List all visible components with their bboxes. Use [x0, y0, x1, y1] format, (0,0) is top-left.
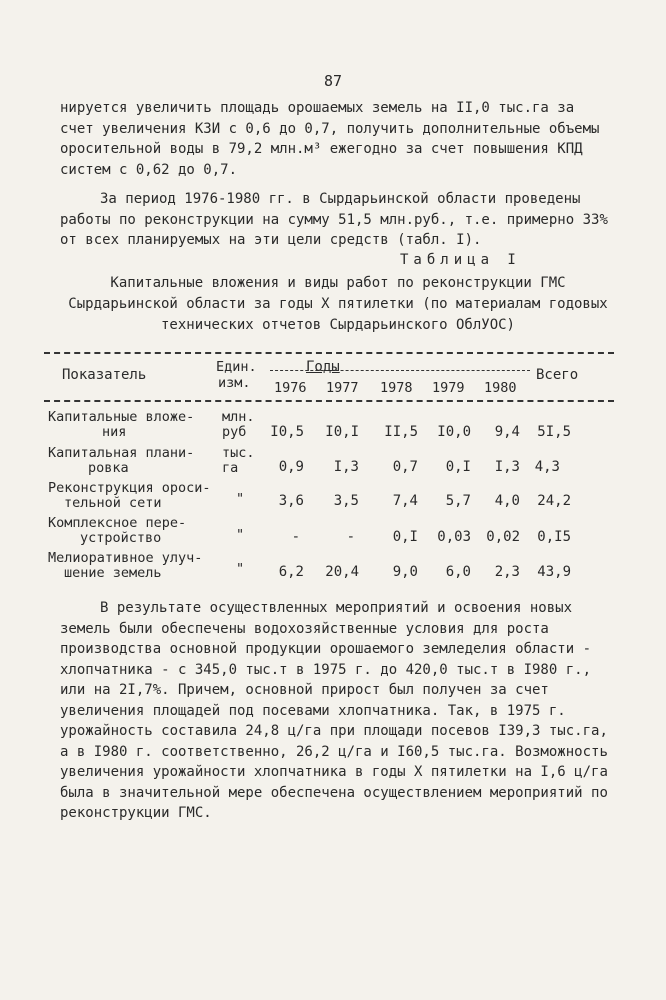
header-years-rule — [270, 370, 530, 371]
value-1980: I,3 — [494, 459, 520, 475]
value-total: 43,9 — [537, 564, 571, 580]
value-1978: 0,7 — [392, 459, 418, 475]
row-unit-line2: га — [222, 460, 239, 476]
value-1976: 3,6 — [278, 493, 304, 509]
value-total: 0,I5 — [537, 529, 571, 545]
value-total: 4,3 — [534, 459, 560, 475]
header-indicator: Показатель — [62, 367, 147, 383]
value-1978: 9,0 — [392, 564, 418, 580]
value-1979: 6,0 — [445, 564, 471, 580]
value-1979: I0,0 — [437, 424, 471, 440]
row-unit-line2: " — [236, 561, 245, 577]
value-1976: I0,5 — [270, 424, 304, 440]
row-label-line2: шение земель — [64, 565, 162, 581]
header-year-1977: 1977 — [326, 380, 359, 396]
header-year-1980: 1980 — [484, 380, 517, 396]
row-label-line1: Комплексное пере- — [48, 515, 187, 531]
value-total: 5I,5 — [537, 424, 571, 440]
row-label-line1: Капитальные вложе- — [48, 409, 195, 425]
second-paragraph: За период 1976-1980 гг. в Сырдарьинской области проведены работы по реконструкции на сумму 51,5 млн.руб., т.е. примерно 33% от всех планируемых на эти цели средств (табл. I). — [60, 191, 608, 248]
header-unit-line2: изм. — [218, 375, 251, 391]
value-1980: 2,3 — [494, 564, 520, 580]
header-year-1979: 1979 — [432, 380, 465, 396]
header-years: Годы — [306, 359, 340, 375]
table-label: Таблица I — [400, 252, 521, 268]
value-1978: 0,I — [392, 529, 418, 545]
value-1977: 3,5 — [333, 493, 359, 509]
row-label-line2: ния — [102, 424, 127, 440]
value-1977: - — [346, 529, 355, 545]
value-1976: 6,2 — [278, 564, 304, 580]
value-total: 24,2 — [537, 493, 571, 509]
value-1978: 7,4 — [392, 493, 418, 509]
header-total: Всего — [536, 367, 579, 383]
value-1977: I0,I — [325, 424, 359, 440]
table-header-rule — [44, 400, 614, 402]
row-unit-line1: тыс. — [222, 445, 255, 461]
row-unit-line1: млн. — [222, 409, 255, 425]
value-1977: 20,4 — [325, 564, 359, 580]
row-unit-line2: руб — [222, 424, 247, 440]
row-unit-line2: " — [236, 491, 245, 507]
value-1978: II,5 — [384, 424, 418, 440]
intro-paragraph: нируется увеличить площадь орошаемых земель на II,0 тыс.га за счет увеличения КЗИ с 0,6 до 0,7, получить дополнительные объемы оросительной воды в 79,2 млн.м³ ежегодно за счет повышения КПД систем с 0,62 до 0,7. — [60, 100, 600, 178]
value-1976: - — [291, 529, 300, 545]
row-label-line2: устройство — [80, 530, 162, 546]
row-label-line2: ровка — [88, 460, 129, 476]
value-1979: 5,7 — [445, 493, 471, 509]
row-label-line1: Мелиоративное улуч- — [48, 550, 203, 566]
header-year-1978: 1978 — [380, 380, 413, 396]
value-1979: 0,I — [445, 459, 471, 475]
header-year-1976: 1976 — [274, 380, 307, 396]
table-top-rule — [44, 352, 614, 354]
row-unit-line2: " — [236, 527, 245, 543]
table-title: Капитальные вложения и виды работ по реконструкции ГМС Сырдарьинской области за годы X пятилетки (по материалам годовых технических отчетов Сырдарьинского ОблУОС) — [68, 275, 608, 333]
row-label-line1: Реконструкция ороси- — [48, 480, 211, 496]
page-number: 87 — [323, 72, 343, 90]
value-1980: 9,4 — [494, 424, 520, 440]
row-label-line2: тельной сети — [64, 495, 162, 511]
value-1979: 0,03 — [437, 529, 471, 545]
value-1976: 0,9 — [278, 459, 304, 475]
value-1977: I,3 — [333, 459, 359, 475]
row-label-line1: Капитальная плани- — [48, 445, 195, 461]
final-paragraph: В результате осуществленных мероприятий и освоения новых земель были обеспечены водохозяйственные условия для роста производства основной продукции орошаемого земледелия области - хлопчатника - с 345,0 тыс.т в 1975 г. до 420,0 тыс.т в I980 г., или на 2I,7%. Причем, основной прирост был получен за счет увеличения площадей под посевами хлопчатника. Так, в 1975 г. урожайность составила 24,8 ц/га при площади посевов I39,3 тыс.га, а в I980 г. соответственно, 26,2 ц/га и I60,5 тыс.га. Возможность увеличения урожайности хлопчатника в годы X пятилетки на I,6 ц/га была в значительной мере обеспечена осуществлением мероприятий по реконструкции ГМС. — [60, 600, 608, 821]
value-1980: 4,0 — [494, 493, 520, 509]
value-1980: 0,02 — [486, 529, 520, 545]
header-unit-line1: Един. — [216, 359, 257, 375]
